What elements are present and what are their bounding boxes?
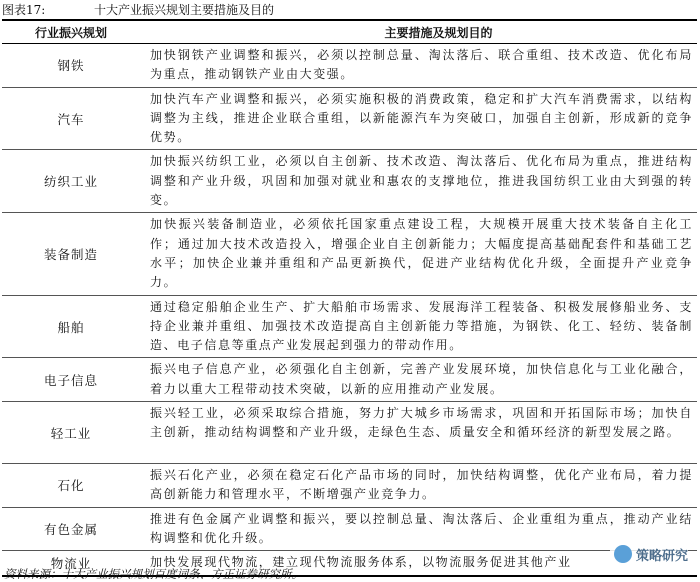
wechat-icon — [614, 545, 632, 563]
header-measures: 主要措施及规划目的 — [384, 25, 493, 40]
measures-cell: 加快发展现代物流，建立现代物流服务体系，以物流服务促进其他产业 — [150, 555, 572, 570]
industry-cell: 钢铁 — [57, 58, 85, 74]
measures-cell: 加快振兴纺织工业，必须以自主创新、技术改造、淘汰落后、优化布局为重点，推进结构调整和产业升级，巩固和加强对就业和惠农的支撑地位，推进我国纺织工业由大到强的转变。 — [150, 154, 693, 208]
industry-cell: 船舶 — [57, 319, 85, 335]
measures-cell: 加快汽车产业调整和振兴，必须实施积极的消费政策，稳定和扩大汽车消费需求，以结构调整为主线，推进企业联合重组，以新能源汽车为突破口，加强自主创新，形成新的竞争优势。 — [150, 91, 693, 145]
table-row — [2, 358, 697, 402]
table-row — [2, 150, 697, 213]
industry-cell: 石化 — [57, 478, 85, 494]
table-row — [2, 464, 697, 508]
table-header-row — [2, 20, 697, 44]
industry-cell: 汽车 — [57, 111, 85, 127]
industry-cell: 电子信息 — [43, 372, 98, 388]
industry-cell: 轻工业 — [50, 425, 92, 441]
measures-cell: 通过稳定船舶企业生产、扩大船舶市场需求、发展海洋工程装备、积极发展修船业务、支持企业兼并重组、加强技术改造提高自主创新能力等措施，为钢铁、化工、轻纺、装备制造、电子信息等重点产业发展起到强力的带动作用。 — [150, 299, 693, 353]
measures-cell: 加快钢铁产业调整和振兴，必须以控制总量、淘汰落后、联合重组、技术改造、优化布局为重点，推动钢铁产业由大变强。 — [150, 48, 693, 82]
table-row — [2, 44, 697, 88]
industry-cell: 装备制造 — [43, 246, 98, 262]
source-note: 资料来源：十大产业振兴规划百度词条、方正证券研究所。 — [4, 567, 303, 581]
industry-cell: 纺织工业 — [43, 174, 98, 190]
table-row — [2, 507, 697, 551]
figure-caption — [2, 2, 274, 18]
measures-cell: 振兴石化产业，必须在稳定石化产品市场的同时，加快结构调整，优化产业布局，着力提高创新能力和管理水平，不断增强产业竞争力。 — [150, 468, 693, 502]
measures-cell: 振兴轻工业，必须采取综合措施，努力扩大城乡市场需求，巩固和开拓国际市场；加快自主创新，推动结构调整和产业升级，走绿色生态、质量安全和循环经济的新型发展之路。 — [150, 406, 693, 440]
measures-cell: 加快振兴装备制造业，必须依托国家重点建设工程，大规模开展重大技术装备自主化工作；通过加大技术改造投入，增强企业自主创新能力；大幅度提高基础配套件和基础工艺水平；加快企业兼并重组和产品更新换代，促进产业结构优化升级，全面提升产业竞争力。 — [150, 217, 693, 290]
table-row — [2, 402, 697, 464]
watermark — [610, 543, 688, 565]
measures-table — [2, 19, 697, 577]
table-row — [2, 87, 697, 150]
industry-cell: 有色金属 — [43, 521, 98, 537]
measures-cell: 推进有色金属产业调整和振兴，要以控制总量、淘汰落后、企业重组为重点，推动产业结构调整和优化升级。 — [150, 511, 693, 545]
figure-title: 十大产业振兴规划主要措施及目的 — [94, 3, 275, 17]
table-row — [2, 213, 697, 295]
header-industry: 行业振兴规划 — [34, 25, 107, 40]
figure-number: 图表17: — [2, 3, 46, 17]
table-row — [2, 295, 697, 358]
measures-cell: 振兴电子信息产业，必须强化自主创新，完善产业发展环境，加快信息化与工业化融合，着力以重大工程带动技术突破，以新的应用推动产业发展。 — [150, 362, 693, 396]
watermark-text: 策略研究 — [635, 548, 688, 564]
industry-cell: 物流业 — [50, 555, 92, 571]
